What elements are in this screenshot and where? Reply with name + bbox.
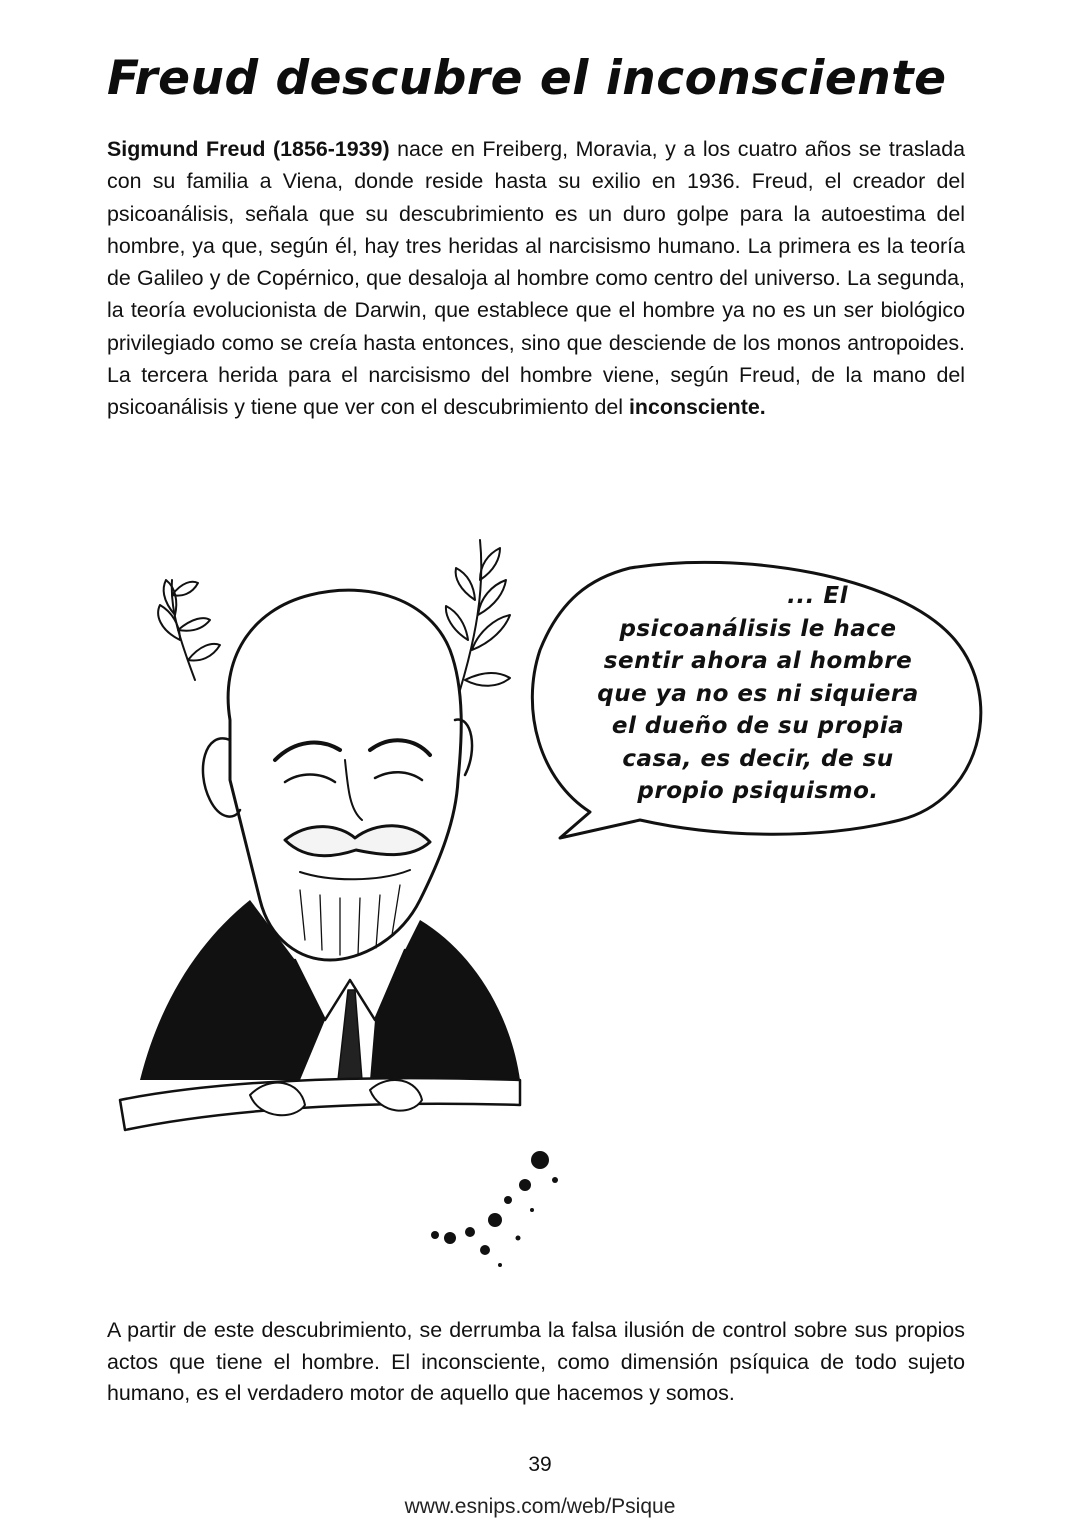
page-number: 39 — [528, 1453, 552, 1476]
intro-body: nace en Freiberg, Moravia, y a los cuatro años se traslada con su familia a Viena, donde reside hasta su exilio en 1936. Freud, el creador del psicoanálisis, señala que su descubrimiento es un duro golpe para la autoestima del hombre, ya que, según él, hay tres heridas al narcisismo humano. La primera es la teoría de Galileo y de Copérnico, que desaloja al hombre como centro del universo. La segunda, la teoría evolucionista de Darwin, que establece que el hombre ya no es un ser biológico privilegiado como se creía hasta entonces, sino que desciende de los monos antropoides. La tercera herida para el narcisismo del hombre viene, según Freud, de la mano del psicoanálisis y tiene que ver con el descubrimiento del — [107, 137, 965, 420]
intro-paragraph — [107, 133, 965, 424]
intro-lead-bold: Sigmund Freud (1856-1939) — [107, 137, 390, 161]
intro-end-bold: inconsciente. — [628, 395, 766, 420]
freud-moustache — [285, 826, 430, 856]
speech-line-7: propio psiquismo. — [637, 778, 879, 804]
freud-jacket-right — [370, 920, 520, 1080]
freud-tie — [338, 990, 362, 1080]
freud-head — [228, 590, 461, 960]
freud-jacket-left — [140, 900, 325, 1080]
laurel-left-icon — [158, 580, 220, 680]
outro-paragraph: A partir de este descubrimiento, se derrumba la falsa ilusión de control sobre sus propios actos que tiene el hombre. El inconsciente, como dimensión psíquica de todo sujeto humano, es el verdadero motor de aquello que hacemos y somos. — [107, 1318, 965, 1405]
speech-line-2: psicoanálisis le hace — [619, 615, 897, 642]
speech-line-1: ... El — [787, 583, 848, 609]
speech-bubble-text — [548, 580, 968, 808]
footer-url: www.esnips.com/web/Psique — [404, 1495, 676, 1518]
speech-line-4: que ya no es ni siquiera — [597, 680, 919, 707]
ink-splatter — [431, 1151, 558, 1267]
page-title: Freud descubre el inconsciente — [107, 51, 947, 106]
speech-line-3: sentir ahora al hombre — [603, 648, 913, 674]
speech-line-6: casa, es decir, de su — [622, 745, 894, 772]
desk-rail — [120, 1078, 520, 1130]
speech-line-5: el dueño de su propia — [611, 713, 905, 739]
